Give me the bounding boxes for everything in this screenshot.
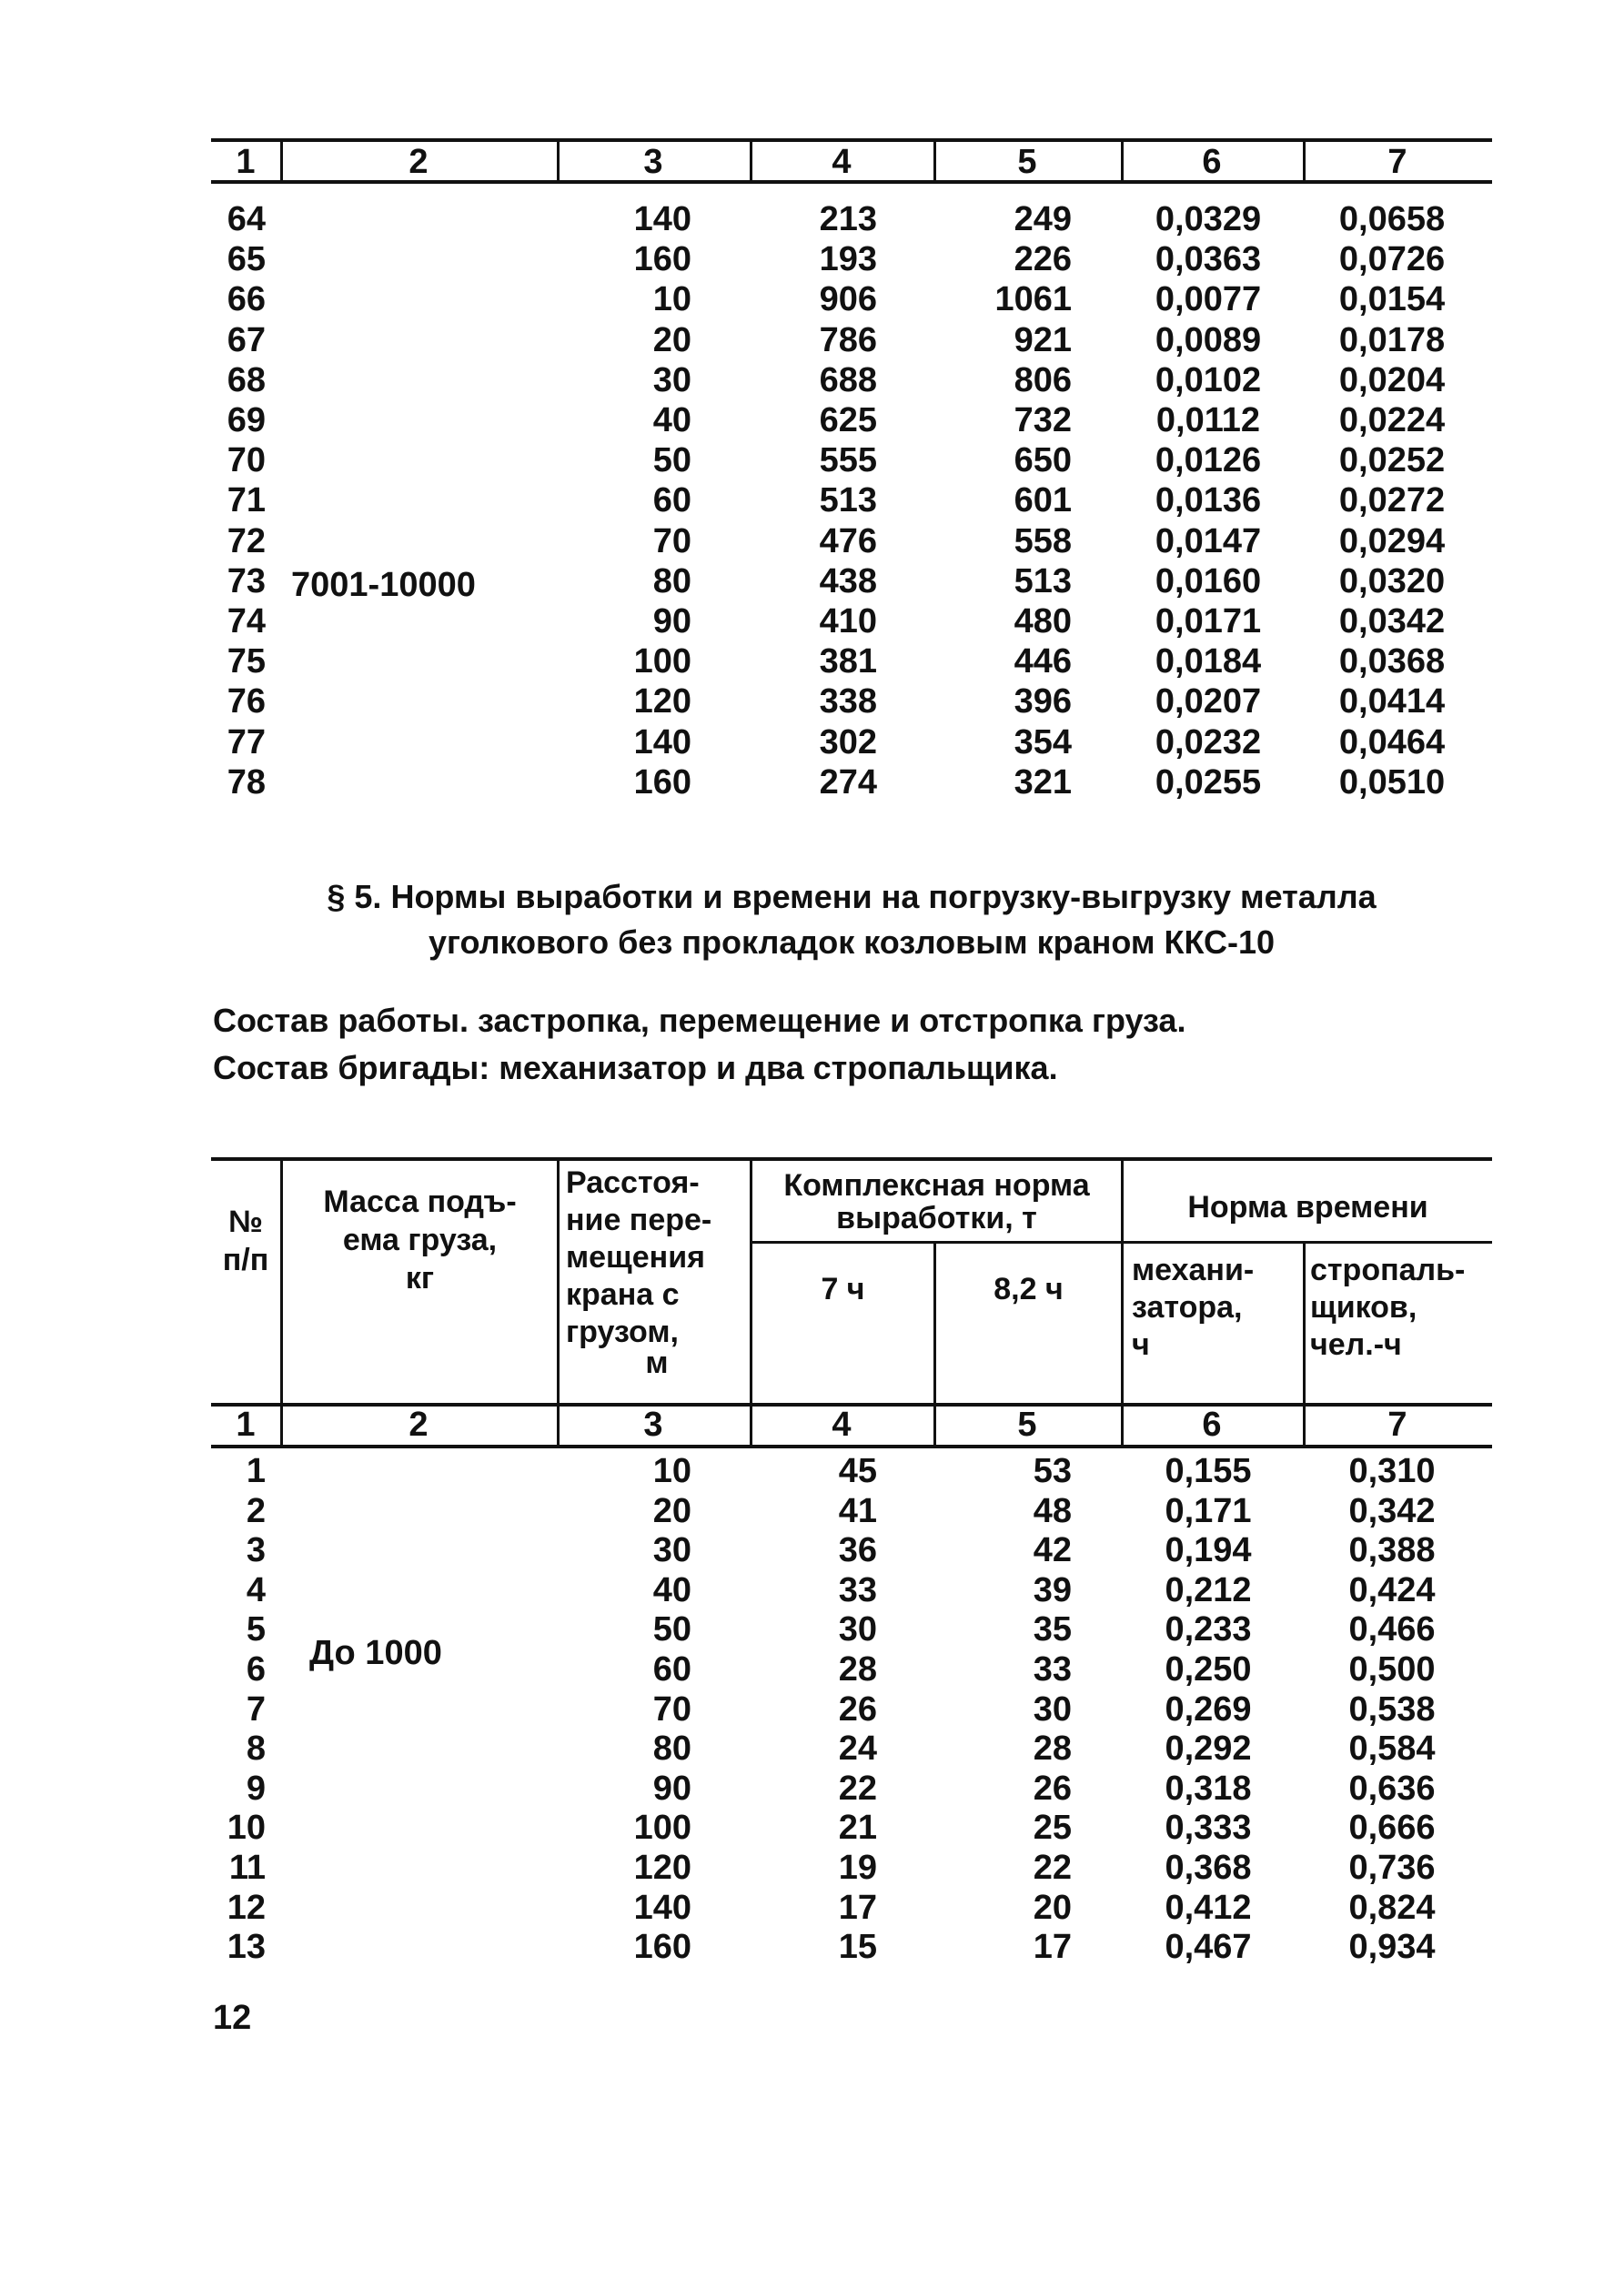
mechanic-time-cell: 0,0126 <box>1155 441 1262 480</box>
col-divider <box>280 138 283 182</box>
norm-8-2h-cell: 601 <box>1014 481 1072 520</box>
distance-cell: 100 <box>633 642 691 681</box>
slinger-time-cell: 0,0368 <box>1338 642 1446 681</box>
norm-7h-cell: 26 <box>838 1689 877 1729</box>
row-number: 77 <box>227 722 266 761</box>
header-mechanic <box>1132 1252 1303 1364</box>
norm-8-2h-cell: 25 <box>1033 1809 1072 1848</box>
mechanic-time-cell: 0,333 <box>1165 1809 1252 1848</box>
slinger-time-cell: 0,388 <box>1348 1531 1436 1570</box>
row-number: 75 <box>227 642 266 681</box>
distance-cell: 50 <box>652 1610 691 1649</box>
column-number: 7 <box>1387 143 1407 181</box>
norm-7h-cell: 36 <box>838 1531 877 1570</box>
slinger-time-cell: 0,736 <box>1348 1849 1436 1887</box>
norm-8-2h-cell: 480 <box>1014 602 1072 640</box>
row-number: 5 <box>246 1610 266 1649</box>
row-number: 71 <box>227 481 266 520</box>
norm-8-2h-cell: 650 <box>1014 441 1072 480</box>
norm-7h-cell: 21 <box>838 1809 877 1848</box>
header-distance-line: Расстоя- <box>566 1165 700 1200</box>
row-number: 74 <box>227 602 266 640</box>
group-mass-label: 7001-10000 <box>291 566 476 604</box>
mechanic-time-cell: 0,0363 <box>1155 240 1262 279</box>
column-number: 1 <box>236 1406 256 1444</box>
table-top-rule <box>211 1157 1492 1161</box>
slinger-time-cell: 0,0178 <box>1338 320 1446 359</box>
row-number: 6 <box>246 1650 266 1689</box>
norm-8-2h-cell: 30 <box>1033 1689 1072 1729</box>
distance-cell: 80 <box>652 1729 691 1769</box>
norm-8-2h-cell: 28 <box>1033 1729 1072 1769</box>
mechanic-time-cell: 0,292 <box>1165 1729 1252 1769</box>
row-number: 78 <box>227 762 266 802</box>
norm-7h-cell: 786 <box>819 320 877 359</box>
header-num-line: п/п <box>222 1243 269 1277</box>
time-norm-divider <box>1121 1241 1492 1244</box>
header-slinger-line: щиков, <box>1310 1290 1417 1325</box>
mechanic-time-cell: 0,0147 <box>1155 521 1262 560</box>
norm-7h-cell: 274 <box>819 762 877 802</box>
row-number: 10 <box>227 1809 266 1848</box>
norm-7h-cell: 555 <box>819 441 877 480</box>
slinger-time-cell: 0,0464 <box>1338 722 1446 761</box>
norm-7h-cell: 193 <box>819 240 877 279</box>
norm-8-2h-cell: 33 <box>1033 1650 1072 1689</box>
norm-8-2h-cell: 354 <box>1014 722 1072 761</box>
header-time-norm: Норма времени <box>1187 1190 1428 1225</box>
distance-cell: 160 <box>633 1928 691 1967</box>
distance-cell: 90 <box>652 1769 691 1808</box>
slinger-time-cell: 0,0342 <box>1338 602 1446 640</box>
norm-8-2h-cell: 513 <box>1014 561 1072 600</box>
mechanic-time-cell: 0,412 <box>1165 1888 1252 1927</box>
mechanic-time-cell: 0,233 <box>1165 1610 1252 1649</box>
row-number: 11 <box>228 1849 266 1887</box>
column-number: 2 <box>409 143 429 181</box>
header-distance-line: крана с <box>566 1277 680 1312</box>
norm-7h-cell: 24 <box>838 1729 877 1769</box>
row-number: 64 <box>227 200 266 238</box>
slinger-time-cell: 0,0272 <box>1338 481 1446 520</box>
row-number: 72 <box>227 521 266 560</box>
header-distance-line: мещения <box>566 1240 705 1275</box>
row-number: 1 <box>246 1452 266 1490</box>
distance-cell: 160 <box>633 762 691 802</box>
distance-cell: 140 <box>633 200 691 238</box>
column-number: 3 <box>643 143 663 181</box>
norm-7h-cell: 15 <box>838 1928 877 1967</box>
norm-8-2h-cell: 39 <box>1033 1570 1072 1609</box>
page-number: 12 <box>213 1999 252 2037</box>
distance-cell: 100 <box>633 1809 691 1848</box>
row-number: 9 <box>246 1769 266 1808</box>
norm-7h-cell: 30 <box>838 1610 877 1649</box>
distance-cell: 60 <box>652 481 691 520</box>
distance-cell: 80 <box>652 561 691 600</box>
mechanic-time-cell: 0,0160 <box>1155 561 1262 600</box>
column-number: 3 <box>643 1406 663 1444</box>
header-mass-line: кг <box>405 1261 435 1296</box>
mechanic-time-cell: 0,194 <box>1165 1531 1252 1570</box>
slinger-time-cell: 0,424 <box>1348 1570 1436 1609</box>
header-mechanic-line: механи- <box>1132 1253 1255 1287</box>
norm-7h-cell: 476 <box>819 521 877 560</box>
slinger-time-cell: 0,0252 <box>1338 441 1446 480</box>
row-number: 4 <box>246 1570 266 1609</box>
distance-cell: 140 <box>633 722 691 761</box>
distance-cell: 20 <box>652 1491 691 1530</box>
distance-cell: 120 <box>633 682 691 721</box>
norm-7h-cell: 17 <box>838 1888 877 1927</box>
header-complex-norm <box>752 1166 1121 1235</box>
mechanic-time-cell: 0,212 <box>1165 1570 1252 1609</box>
col-divider <box>1121 1403 1124 1447</box>
mechanic-time-cell: 0,0136 <box>1155 481 1262 520</box>
norm-7h-cell: 33 <box>838 1570 877 1609</box>
work-composition: Состав работы. застропка, перемещение и отстропка груза. <box>213 1002 1186 1039</box>
column-number: 7 <box>1387 1406 1407 1444</box>
slinger-time-cell: 0,0726 <box>1338 240 1446 279</box>
row-number: 2 <box>246 1491 266 1530</box>
column-number: 6 <box>1202 1406 1222 1444</box>
header-complex-norm-line: выработки, т <box>836 1201 1037 1235</box>
col-divider <box>750 138 752 182</box>
col-divider <box>933 1403 936 1447</box>
slinger-time-cell: 0,0204 <box>1338 360 1446 399</box>
norm-8-2h-cell: 1061 <box>994 280 1072 319</box>
slinger-time-cell: 0,0320 <box>1338 561 1446 600</box>
distance-cell: 90 <box>652 602 691 640</box>
norm-8-2h-cell: 226 <box>1014 240 1072 279</box>
distance-cell: 50 <box>652 441 691 480</box>
norm-8-2h-cell: 321 <box>1014 762 1072 802</box>
norm-8-2h-cell: 806 <box>1014 360 1072 399</box>
header-num <box>211 1203 280 1279</box>
col-divider <box>1303 1403 1306 1447</box>
norm-8-2h-cell: 53 <box>1033 1452 1072 1490</box>
norm-7h-cell: 625 <box>819 401 877 439</box>
norm-7h-cell: 302 <box>819 722 877 761</box>
row-number: 68 <box>227 360 266 399</box>
column-number: 4 <box>832 1406 852 1444</box>
brigade-composition: Состав бригады: механизатор и два стропальщика. <box>213 1049 1058 1086</box>
norm-8-2h-cell: 249 <box>1014 200 1072 238</box>
norm-8-2h-cell: 20 <box>1033 1888 1072 1927</box>
col-divider <box>1303 138 1306 182</box>
mechanic-time-cell: 0,0112 <box>1155 401 1261 439</box>
mechanic-time-cell: 0,250 <box>1165 1650 1252 1689</box>
header-mechanic-line: ч <box>1132 1327 1150 1362</box>
norm-7h-cell: 906 <box>819 280 877 319</box>
row-number: 76 <box>227 682 266 721</box>
slinger-time-cell: 0,0510 <box>1338 762 1446 802</box>
row-number: 67 <box>227 320 266 359</box>
mechanic-time-cell: 0,318 <box>1165 1769 1252 1808</box>
distance-cell: 160 <box>633 240 691 279</box>
distance-cell: 140 <box>633 1888 691 1927</box>
norm-7h-cell: 22 <box>838 1769 877 1808</box>
distance-cell: 120 <box>633 1849 691 1887</box>
slinger-time-cell: 0,636 <box>1348 1769 1436 1808</box>
row-number: 66 <box>227 280 266 319</box>
norm-7h-cell: 213 <box>819 200 877 238</box>
norm-8-2h-cell: 26 <box>1033 1769 1072 1808</box>
mechanic-time-cell: 0,0102 <box>1155 360 1262 399</box>
distance-cell: 20 <box>652 320 691 359</box>
row-number: 3 <box>246 1531 266 1570</box>
col-divider <box>933 138 936 182</box>
mechanic-time-cell: 0,0077 <box>1155 280 1262 319</box>
slinger-time-cell: 0,310 <box>1348 1452 1436 1490</box>
norm-7h-cell: 513 <box>819 481 877 520</box>
column-number: 2 <box>409 1406 429 1444</box>
mechanic-time-cell: 0,0255 <box>1155 762 1262 802</box>
norm-7h-cell: 19 <box>838 1849 877 1887</box>
section-title-line1: § 5. Нормы выработки и времени на погрузку-выгрузку металла <box>327 878 1377 915</box>
norm-7h-cell: 381 <box>819 642 877 681</box>
section-title-line2: уголкового без прокладок козловым краном ККС-10 <box>428 923 1276 961</box>
mechanic-time-cell: 0,0207 <box>1155 682 1262 721</box>
distance-cell: 10 <box>652 1452 691 1490</box>
header-distance-line: ние пере- <box>566 1203 712 1237</box>
slinger-time-cell: 0,0294 <box>1338 521 1446 560</box>
slinger-time-cell: 0,584 <box>1348 1729 1436 1769</box>
row-number: 13 <box>227 1928 266 1967</box>
mechanic-time-cell: 0,269 <box>1165 1689 1252 1729</box>
slinger-time-cell: 0,934 <box>1348 1928 1436 1967</box>
mechanic-time-cell: 0,467 <box>1165 1928 1252 1967</box>
norm-7h-cell: 688 <box>819 360 877 399</box>
mechanic-time-cell: 0,0089 <box>1155 320 1262 359</box>
norm-8-2h-cell: 42 <box>1033 1531 1072 1570</box>
header-7h: 7 ч <box>821 1272 865 1306</box>
column-number: 1 <box>236 143 256 181</box>
column-number: 5 <box>1017 143 1037 181</box>
slinger-time-cell: 0,824 <box>1348 1888 1436 1927</box>
row-number: 7 <box>246 1689 266 1729</box>
slinger-time-cell: 0,666 <box>1348 1809 1436 1848</box>
mechanic-time-cell: 0,171 <box>1165 1491 1252 1530</box>
col-divider <box>750 1403 752 1447</box>
col-divider <box>1121 138 1124 182</box>
slinger-time-cell: 0,466 <box>1348 1610 1436 1649</box>
norm-8-2h-cell: 22 <box>1033 1849 1072 1887</box>
mechanic-time-cell: 0,155 <box>1165 1452 1252 1490</box>
norm-7h-cell: 41 <box>838 1491 877 1530</box>
header-distance-line: грузом, <box>566 1315 679 1349</box>
slinger-time-cell: 0,0154 <box>1338 280 1446 319</box>
distance-cell: 30 <box>652 360 691 399</box>
row-number: 73 <box>227 561 266 600</box>
header-num-line: № <box>228 1205 263 1239</box>
slinger-time-cell: 0,342 <box>1348 1491 1436 1530</box>
norm-8-2h-cell: 396 <box>1014 682 1072 721</box>
header-8-2h: 8,2 ч <box>994 1272 1064 1306</box>
header-mass-line: Масса подъ- <box>323 1185 517 1219</box>
norm-7h-cell: 410 <box>819 602 877 640</box>
mechanic-time-cell: 0,0184 <box>1155 642 1262 681</box>
distance-cell: 40 <box>652 401 691 439</box>
header-slinger <box>1310 1252 1492 1364</box>
header-mechanic-line: затора, <box>1132 1290 1243 1325</box>
distance-cell: 60 <box>652 1650 691 1689</box>
distance-cell: 40 <box>652 1570 691 1609</box>
mechanic-time-cell: 0,0329 <box>1155 200 1262 238</box>
mechanic-time-cell: 0,368 <box>1165 1849 1252 1887</box>
mechanic-time-cell: 0,0232 <box>1155 722 1262 761</box>
row-number: 69 <box>227 401 266 439</box>
header-mass <box>283 1183 557 1297</box>
slinger-time-cell: 0,0658 <box>1338 200 1446 238</box>
row-number: 12 <box>227 1888 266 1927</box>
row-number: 70 <box>227 441 266 480</box>
slinger-time-cell: 0,0414 <box>1338 682 1446 721</box>
norm-8-2h-cell: 921 <box>1014 320 1072 359</box>
header-slinger-line: чел.-ч <box>1310 1327 1402 1362</box>
norm-8-2h-cell: 732 <box>1014 401 1072 439</box>
header-mass-line: ема груза, <box>342 1223 498 1257</box>
distance-cell: 30 <box>652 1531 691 1570</box>
header-distance-line: м <box>645 1346 669 1380</box>
col-divider <box>557 138 560 182</box>
norm-8-2h-cell: 446 <box>1014 642 1072 681</box>
norm-7h-cell: 45 <box>838 1452 877 1490</box>
header-complex-norm-line: Комплексная норма <box>783 1168 1090 1203</box>
colnum-bottom-rule <box>211 1445 1492 1448</box>
row-number: 8 <box>246 1729 266 1769</box>
slinger-time-cell: 0,0224 <box>1338 401 1446 439</box>
column-number: 6 <box>1202 143 1222 181</box>
norm-7h-cell: 28 <box>838 1650 877 1689</box>
norm-8-2h-cell: 35 <box>1033 1610 1072 1649</box>
distance-cell: 70 <box>652 1689 691 1729</box>
distance-cell: 10 <box>652 280 691 319</box>
row-number: 65 <box>227 240 266 279</box>
slinger-time-cell: 0,538 <box>1348 1689 1436 1729</box>
norm-7h-cell: 438 <box>819 561 877 600</box>
header-slinger-line: стропаль- <box>1310 1253 1466 1287</box>
column-number: 5 <box>1017 1406 1037 1444</box>
col-divider <box>557 1403 560 1447</box>
slinger-time-cell: 0,500 <box>1348 1650 1436 1689</box>
mechanic-time-cell: 0,0171 <box>1155 602 1262 640</box>
norm-8-2h-cell: 558 <box>1014 521 1072 560</box>
norm-8-2h-cell: 48 <box>1033 1491 1072 1530</box>
column-number: 4 <box>832 143 852 181</box>
group-mass-label: До 1000 <box>309 1634 442 1672</box>
distance-cell: 70 <box>652 521 691 560</box>
col-divider <box>280 1403 283 1447</box>
norm-7h-cell: 338 <box>819 682 877 721</box>
norm-8-2h-cell: 17 <box>1033 1928 1072 1967</box>
header-distance <box>566 1165 748 1380</box>
